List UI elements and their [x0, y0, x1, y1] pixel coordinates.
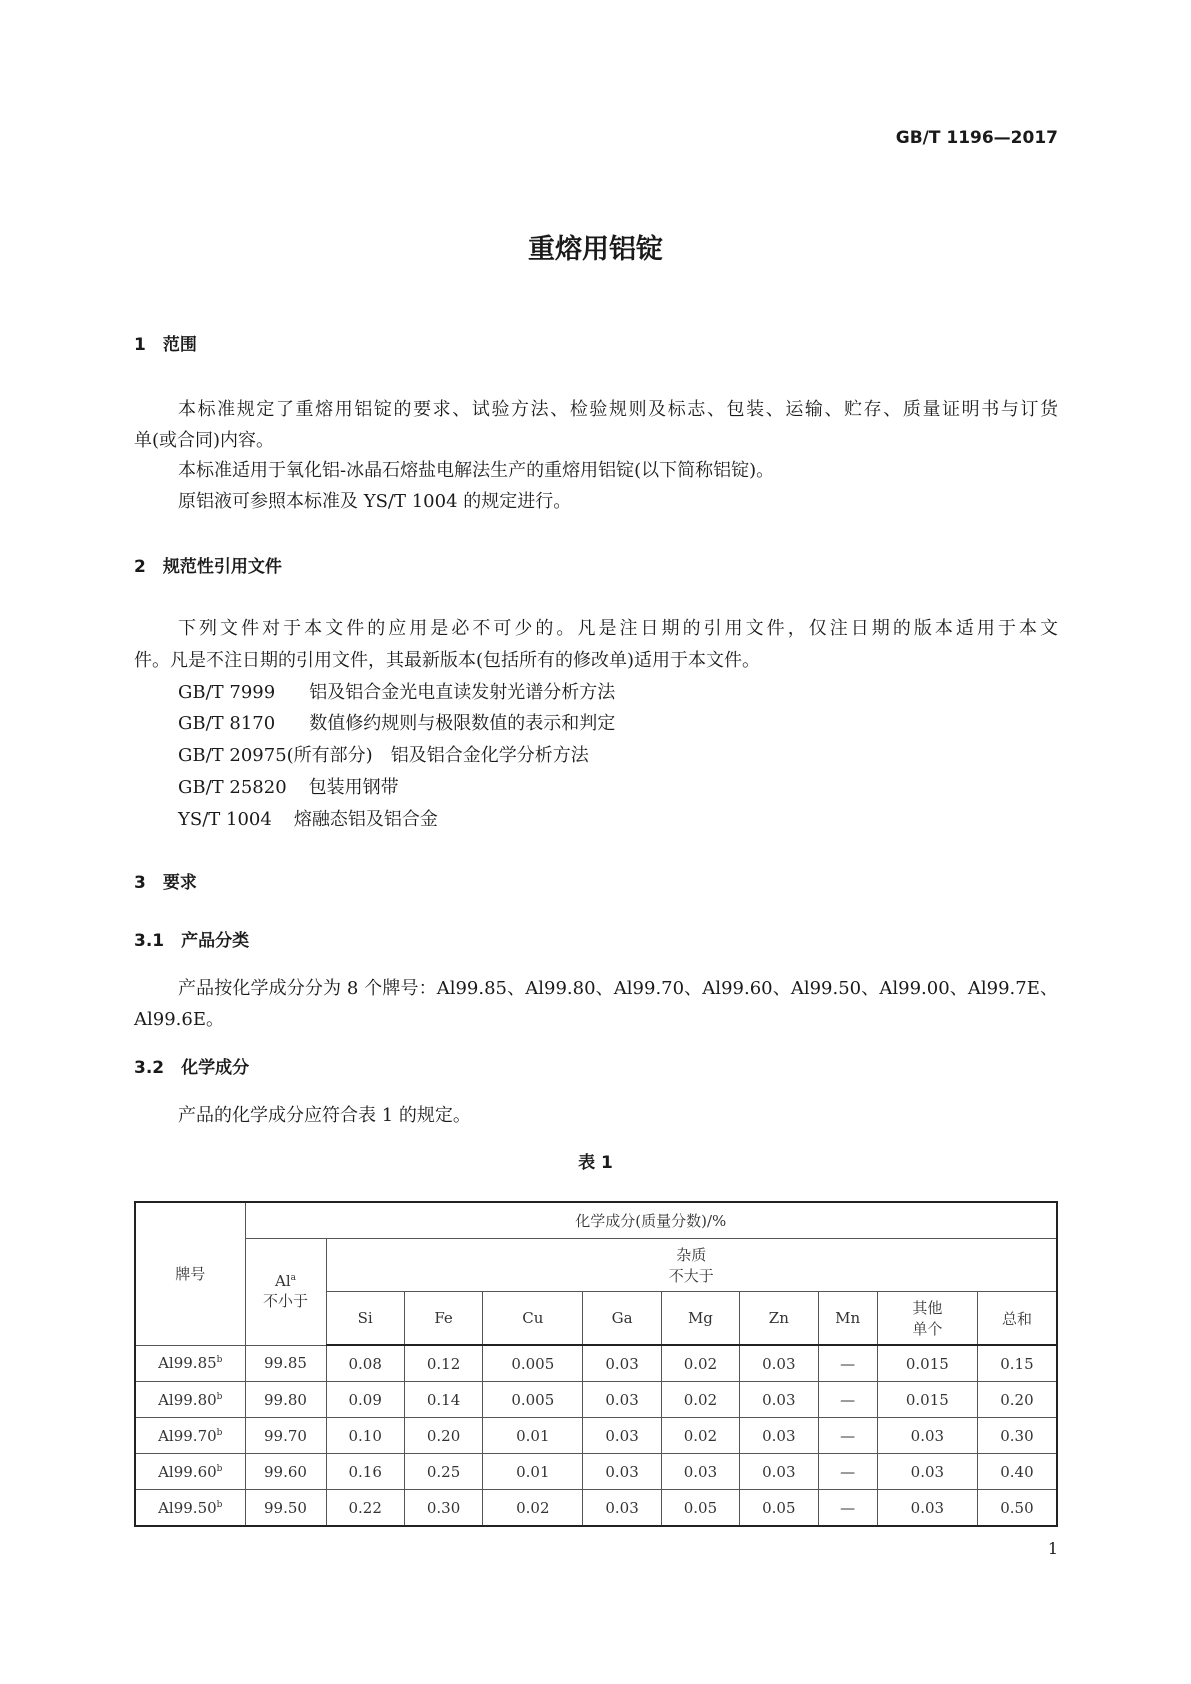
header-mg: Mg	[661, 1292, 739, 1346]
ref-title: 数值修约规则与极限数值的表示和判定	[309, 713, 616, 734]
paragraph: 产品按化学成分分为 8 个牌号：Al99.85、Al99.80、Al99.70、Al99.60、Al99.50、Al99.00、Al99.7E、	[178, 978, 1058, 999]
value-cell: 0.12	[404, 1345, 482, 1382]
header-al: Al$^a$ 不小于	[245, 1239, 326, 1346]
value-cell: 99.85	[245, 1345, 326, 1382]
ref-code: GB/T 25820	[178, 777, 287, 798]
header-total: 总和	[977, 1292, 1057, 1346]
value-cell: 0.03	[740, 1454, 818, 1490]
section-3-heading: 3 要求	[134, 873, 197, 893]
ref-code: GB/T 8170	[178, 713, 276, 734]
value-cell: 0.25	[404, 1454, 482, 1490]
header-si: Si	[326, 1292, 404, 1346]
value-cell: 0.03	[740, 1418, 818, 1454]
paragraph: 产品的化学成分应符合表 1 的规定。	[178, 1105, 471, 1126]
value-cell: 99.70	[245, 1418, 326, 1454]
value-cell: 0.30	[977, 1418, 1057, 1454]
reference-item	[178, 682, 615, 704]
grade-cell: Al99.70$^b$	[135, 1418, 245, 1454]
ref-title: 包装用钢带	[308, 777, 399, 798]
page-number: 1	[1047, 1539, 1058, 1558]
value-cell: 0.16	[326, 1454, 404, 1490]
value-cell: 0.30	[404, 1490, 482, 1527]
value-cell: 0.02	[661, 1345, 739, 1382]
section-1-heading: 1 范围	[134, 335, 197, 355]
value-cell: 0.10	[326, 1418, 404, 1454]
header-fe: Fe	[404, 1292, 482, 1346]
value-cell: 0.50	[977, 1490, 1057, 1527]
paragraph: 下列文件对于本文件的应用是必不可少的。凡是注日期的引用文件，仅注日期的版本适用于本文	[178, 618, 1058, 639]
value-cell: —	[818, 1418, 877, 1454]
value-cell: 0.01	[483, 1418, 583, 1454]
value-cell: 0.03	[877, 1418, 977, 1454]
value-cell: 0.005	[483, 1345, 583, 1382]
ref-code: GB/T 20975(所有部分)	[178, 745, 373, 766]
ref-title: 熔融态铝及铝合金	[293, 809, 438, 830]
ref-title: 铝及铝合金化学分析方法	[390, 745, 589, 766]
value-cell: 0.22	[326, 1490, 404, 1527]
value-cell: 0.03	[583, 1454, 661, 1490]
value-cell: 0.03	[661, 1454, 739, 1490]
table-row	[135, 1345, 1057, 1382]
document-title: 重熔用铝锭	[528, 234, 663, 265]
table-row	[135, 1454, 1057, 1490]
value-cell: —	[818, 1345, 877, 1382]
value-cell: —	[818, 1382, 877, 1418]
reference-item	[178, 777, 399, 799]
grade-cell: Al99.80$^b$	[135, 1382, 245, 1418]
ref-code: GB/T 7999	[178, 682, 276, 703]
value-cell: 0.02	[483, 1490, 583, 1527]
header-zn: Zn	[740, 1292, 818, 1346]
value-cell: 0.01	[483, 1454, 583, 1490]
value-cell: 0.09	[326, 1382, 404, 1418]
value-cell: 0.14	[404, 1382, 482, 1418]
paragraph: 原铝液可参照本标准及 YS/T 1004 的规定进行。	[178, 491, 572, 512]
document-number: GB/T 1196—2017	[895, 128, 1058, 148]
table-row	[135, 1382, 1057, 1418]
header-composition: 化学成分(质量分数)/%	[245, 1202, 1057, 1239]
value-cell: 0.20	[404, 1418, 482, 1454]
table-row	[135, 1490, 1057, 1527]
section-3-2-heading: 3.2 化学成分	[134, 1058, 250, 1078]
paragraph: 本标准规定了重熔用铝锭的要求、试验方法、检验规则及标志、包装、运输、贮存、质量证明书与订货	[178, 399, 1058, 420]
grade-cell: Al99.85$^b$	[135, 1345, 245, 1382]
grade-cell: Al99.60$^b$	[135, 1454, 245, 1490]
chemical-composition-table	[134, 1201, 1058, 1527]
paragraph: 件。凡是不注日期的引用文件，其最新版本(包括所有的修改单)适用于本文件。	[134, 650, 761, 671]
value-cell: 0.40	[977, 1454, 1057, 1490]
value-cell: 0.03	[583, 1382, 661, 1418]
header-mn: Mn	[818, 1292, 877, 1346]
paragraph: 单(或合同)内容。	[134, 430, 275, 451]
value-cell: 0.15	[977, 1345, 1057, 1382]
value-cell: 0.015	[877, 1382, 977, 1418]
value-cell: 0.02	[661, 1418, 739, 1454]
value-cell: 0.02	[661, 1382, 739, 1418]
table-caption: 表 1	[578, 1153, 613, 1173]
value-cell: 0.03	[583, 1345, 661, 1382]
value-cell: 99.80	[245, 1382, 326, 1418]
value-cell: 99.60	[245, 1454, 326, 1490]
header-impurity: 杂质 不大于	[326, 1239, 1057, 1292]
value-cell: 99.50	[245, 1490, 326, 1527]
header-other-single: 其他 单个	[877, 1292, 977, 1346]
value-cell: 0.03	[740, 1345, 818, 1382]
section-3-1-heading: 3.1 产品分类	[134, 931, 250, 951]
value-cell: —	[818, 1454, 877, 1490]
value-cell: —	[818, 1490, 877, 1527]
value-cell: 0.05	[661, 1490, 739, 1527]
paragraph: Al99.6E。	[134, 1009, 224, 1030]
value-cell: 0.03	[583, 1418, 661, 1454]
value-cell: 0.005	[483, 1382, 583, 1418]
header-cu: Cu	[483, 1292, 583, 1346]
reference-item	[178, 809, 438, 831]
paragraph: 本标准适用于氧化铝-冰晶石熔盐电解法生产的重熔用铝锭(以下简称铝锭)。	[178, 460, 775, 481]
value-cell: 0.20	[977, 1382, 1057, 1418]
value-cell: 0.03	[877, 1454, 977, 1490]
value-cell: 0.03	[583, 1490, 661, 1527]
value-cell: 0.015	[877, 1345, 977, 1382]
value-cell: 0.03	[740, 1382, 818, 1418]
value-cell: 0.08	[326, 1345, 404, 1382]
reference-item	[178, 713, 615, 735]
value-cell: 0.05	[740, 1490, 818, 1527]
reference-item	[178, 745, 589, 767]
grade-cell: Al99.50$^b$	[135, 1490, 245, 1527]
section-2-heading: 2 规范性引用文件	[134, 557, 282, 577]
value-cell: 0.03	[877, 1490, 977, 1527]
table-row	[135, 1418, 1057, 1454]
header-ga: Ga	[583, 1292, 661, 1346]
header-grade: 牌号	[135, 1202, 245, 1345]
ref-title: 铝及铝合金光电直读发射光谱分析方法	[309, 682, 616, 703]
ref-code: YS/T 1004	[178, 809, 272, 830]
